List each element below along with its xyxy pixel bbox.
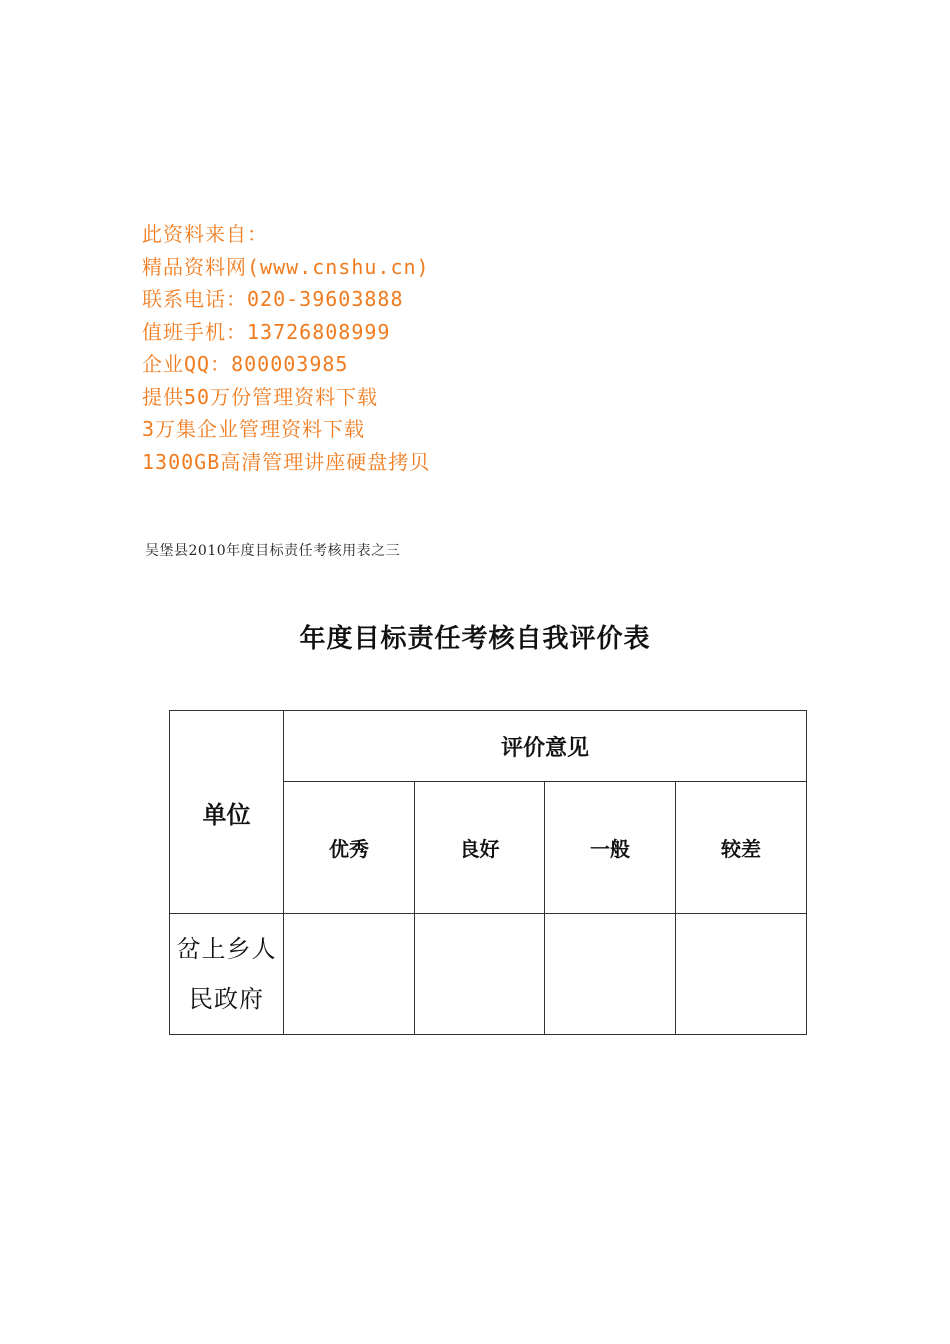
unit-name: 岔上乡人民政府 <box>176 935 277 1013</box>
promo-line-source: 此资料来自： <box>142 222 268 246</box>
evaluation-header: 评价意见 <box>501 734 590 761</box>
grade-label-good: 良好 <box>459 837 500 861</box>
promo-line-qq: 企业QQ：800003985 <box>142 352 349 376</box>
table-row <box>170 914 807 1035</box>
grade-label-poor: 较差 <box>721 837 761 861</box>
grade-header-poor <box>676 782 807 914</box>
grade-header-average <box>545 782 676 914</box>
grade-header-good <box>415 782 545 914</box>
unit-header-cell <box>170 711 284 914</box>
document-subtitle: 吴堡县2010年度目标责任考核用表之三 <box>145 543 401 559</box>
grade-header-excellent <box>284 782 415 914</box>
rating-cell-good[interactable] <box>415 914 545 1035</box>
unit-header: 单位 <box>202 799 251 829</box>
rating-cell-excellent[interactable] <box>284 914 415 1035</box>
promo-line-mobile: 值班手机：13726808999 <box>142 319 391 344</box>
rating-cell-average[interactable] <box>545 914 676 1035</box>
rating-cell-poor[interactable] <box>676 914 807 1035</box>
promo-block <box>142 218 430 478</box>
evaluation-table <box>169 710 807 1035</box>
promo-line-offer-2: 3万集企业管理资料下载 <box>142 417 366 441</box>
evaluation-header-cell <box>284 711 807 782</box>
grade-label-average: 一般 <box>590 837 630 861</box>
unit-name-cell <box>170 914 284 1035</box>
promo-line-website: 精品资料网(www.cnshu.cn) <box>142 254 430 279</box>
document-title: 年度目标责任考核自我评价表 <box>299 624 651 654</box>
grade-label-excellent: 优秀 <box>329 837 369 861</box>
promo-line-offer-3: 1300GB高清管理讲座硬盘拷贝 <box>142 449 431 474</box>
promo-line-phone: 联系电话：020-39603888 <box>142 287 404 311</box>
promo-line-offer-1: 提供50万份管理资料下载 <box>142 384 379 409</box>
